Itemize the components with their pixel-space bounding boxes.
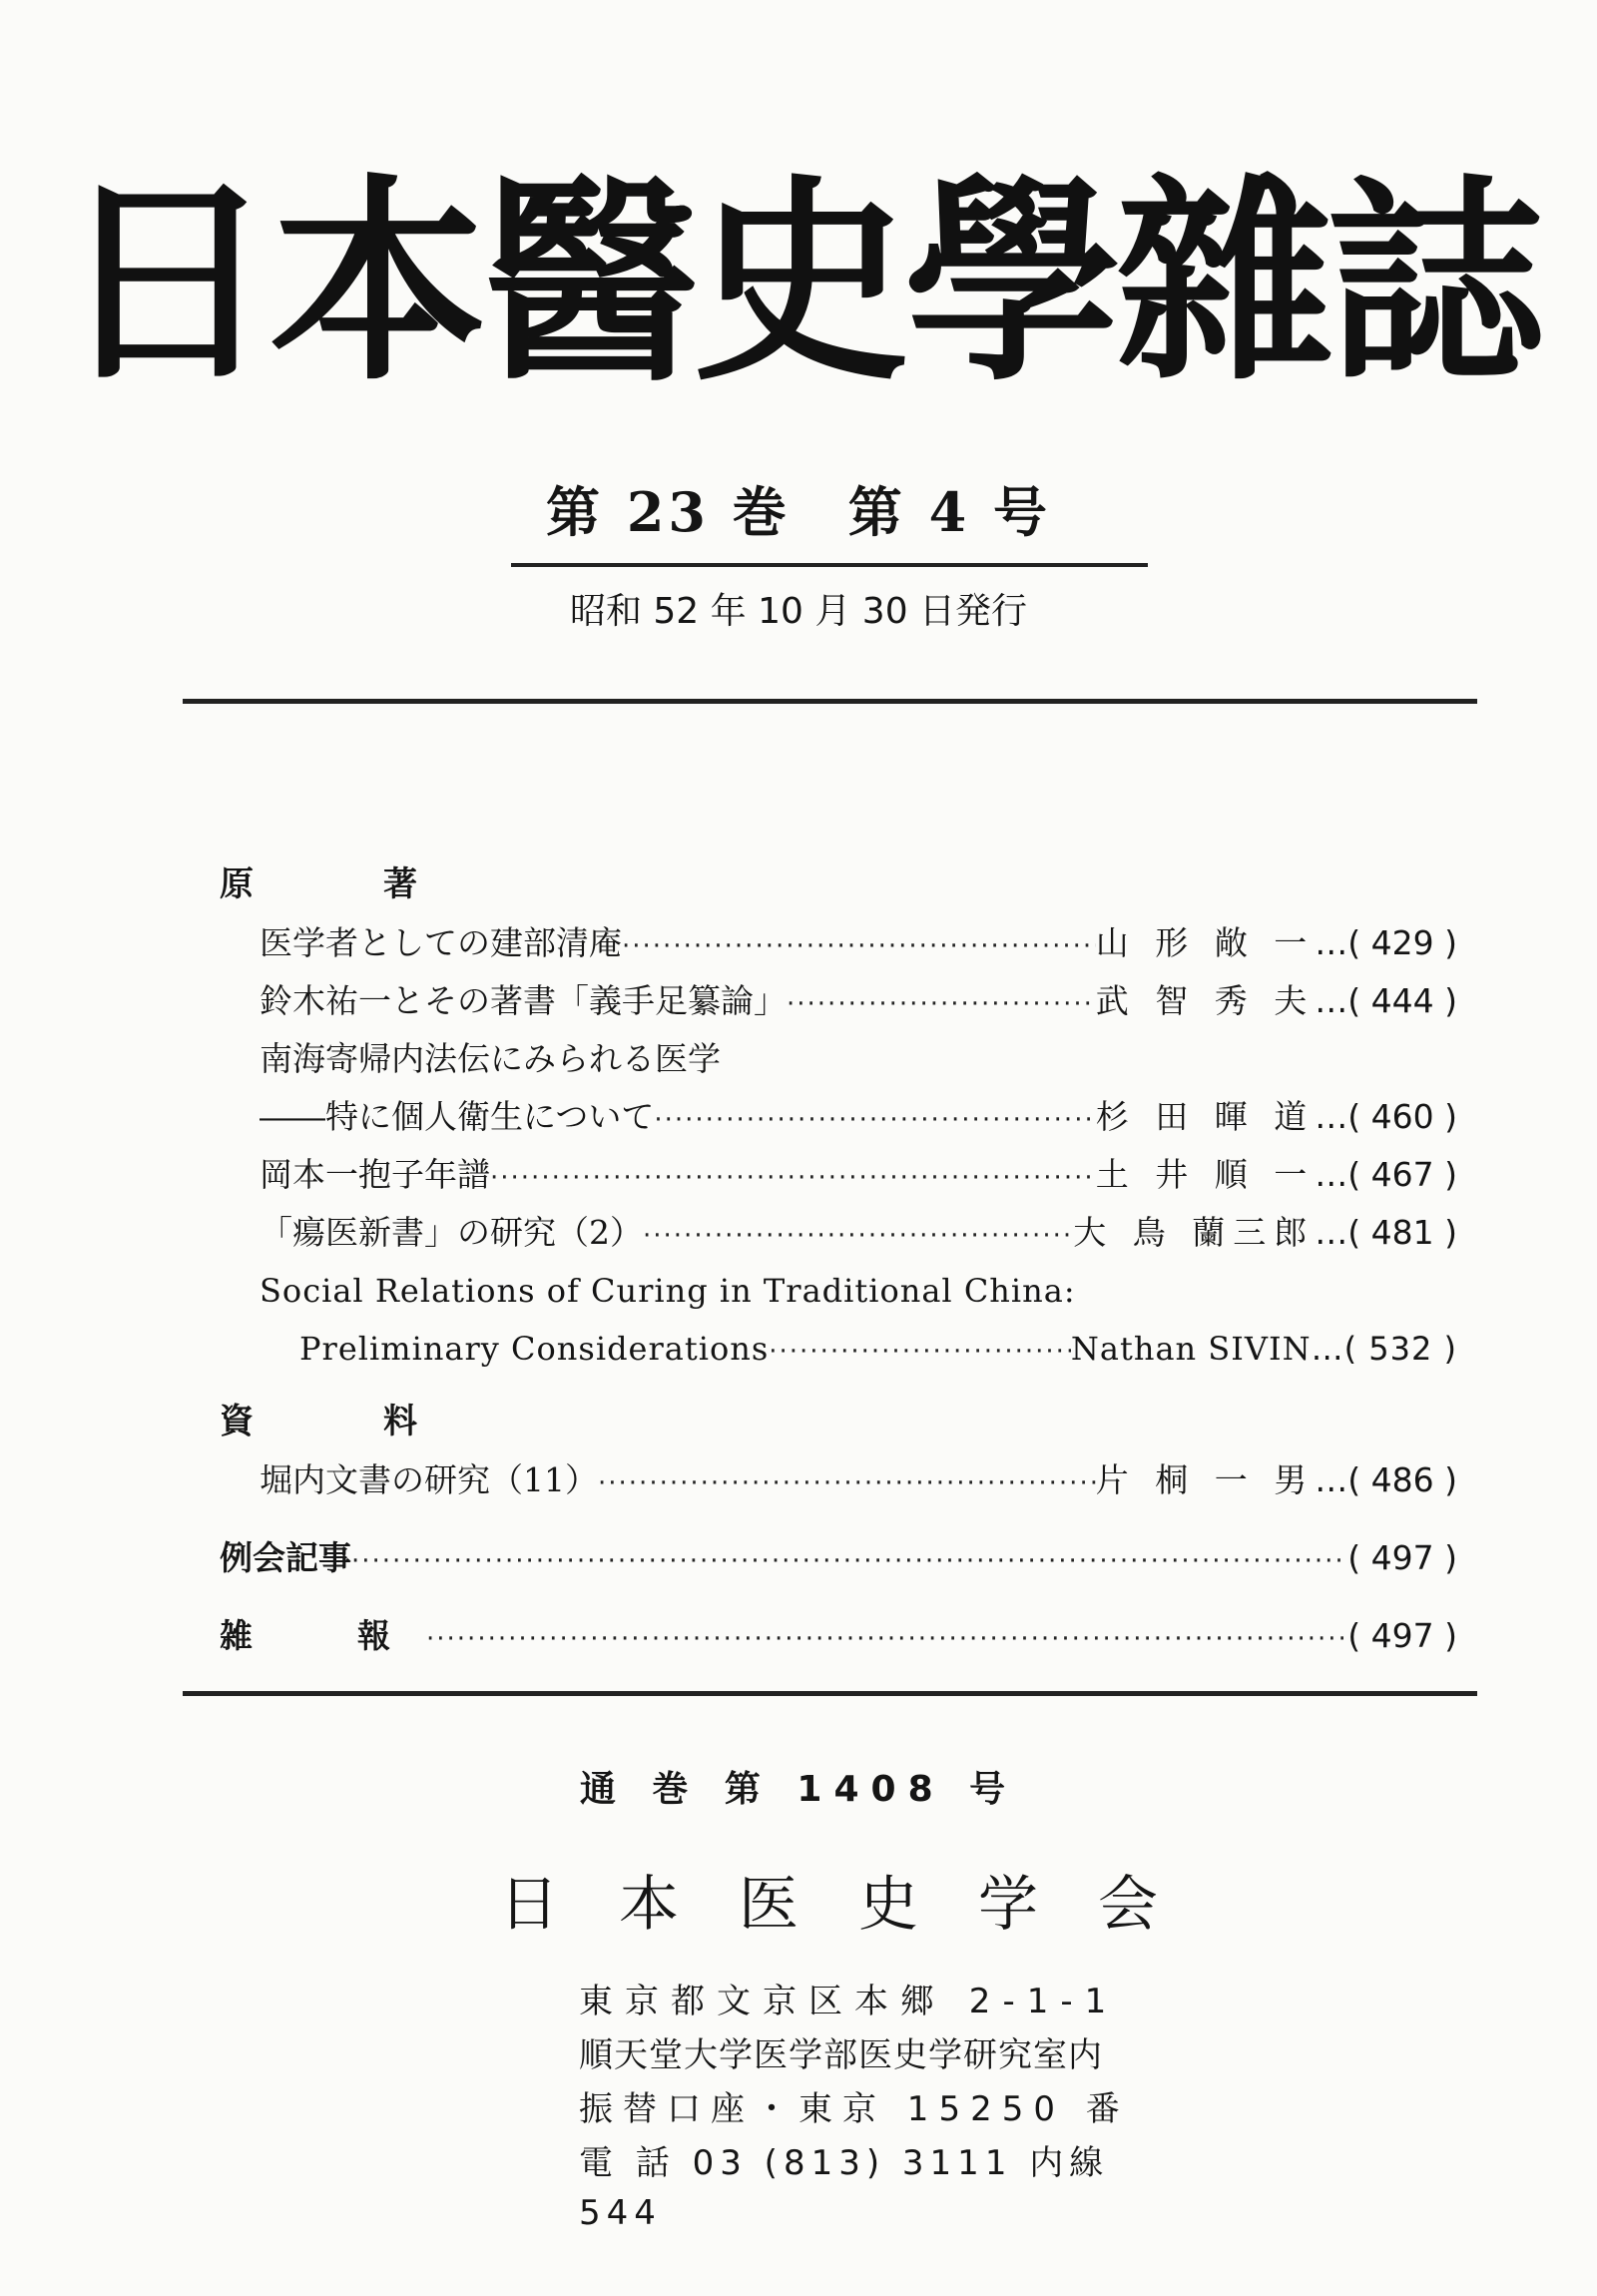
entry-title: 南海寄帰内法伝にみられる医学 (260, 1039, 721, 1078)
entry-title: 岡本一抱子年譜 (260, 1155, 490, 1194)
address-line: 順天堂大学医学部医史学研究室内 (579, 2035, 1103, 2075)
toc-entry-continuation[interactable] (220, 1320, 1457, 1378)
entry-page: …( 460 ) (1315, 1097, 1457, 1136)
entry-page: …( 429 ) (1315, 923, 1457, 962)
toc-entry[interactable] (220, 1204, 1457, 1262)
entry-page: …( 481 ) (1315, 1213, 1457, 1252)
toc-entry-title-line[interactable] (220, 1030, 1457, 1088)
entry-page: …( 532 ) (1311, 1330, 1457, 1368)
publication-date: 昭和 52 年 10 月 30 日発行 (569, 591, 1028, 632)
entry-page: ( 497 ) (1347, 1538, 1457, 1577)
section-heading-original-articles: 原 著 (220, 864, 465, 904)
entry-subtitle: Preliminary Considerations (299, 1330, 770, 1368)
cumulative-issue-number: 通 巻 第 1408 号 (579, 1769, 1018, 1810)
entry-title: 「瘍医新書」の研究（2） (260, 1213, 643, 1252)
leader-dots (643, 1207, 1073, 1265)
table-of-contents (220, 855, 1457, 1665)
toc-entry[interactable] (220, 1451, 1457, 1509)
leader-dots (598, 1454, 1096, 1512)
toc-entry[interactable] (220, 972, 1457, 1030)
entry-title: Social Relations of Curing in Traditional China: (260, 1272, 1076, 1310)
entry-title: 雑 報 (220, 1616, 426, 1655)
leader-dots (490, 1149, 1096, 1207)
entry-author: 杉 田 暉 道 (1095, 1097, 1316, 1136)
leader-dots (654, 1091, 1095, 1149)
toc-entry-news[interactable] (220, 1607, 1457, 1665)
section-heading-materials: 資 料 (220, 1402, 465, 1441)
leader-dots (787, 975, 1096, 1033)
entry-author: Nathan SIVIN (1070, 1330, 1312, 1368)
leader-dots (769, 1323, 1071, 1381)
volume-underline (511, 563, 1148, 567)
entry-author: 武 智 秀 夫 (1095, 981, 1316, 1020)
toc-entry-continuation[interactable] (220, 1088, 1457, 1146)
postal-transfer-account: 振替口座・東京 15250 番 (579, 2089, 1130, 2129)
entry-page: …( 486 ) (1315, 1460, 1457, 1499)
journal-title: 日本醫史學雜誌 (58, 158, 1539, 410)
entry-author: 山 形 敞 一 (1095, 923, 1316, 962)
leader-dots (351, 1532, 1347, 1590)
entry-subtitle: ――特に個人衛生について (260, 1097, 655, 1136)
volume-issue: 第 23 巻 第 4 号 (546, 480, 1051, 544)
toc-entry-title-line[interactable] (220, 1262, 1457, 1320)
entry-title: 鈴木祐一とその著書「義手足纂論」 (260, 981, 787, 1020)
toc-entry[interactable] (220, 914, 1457, 972)
bottom-divider (183, 1691, 1477, 1696)
address-line: 東京都文京区本郷 2-1-1 (579, 1982, 1119, 2021)
entry-page: ( 497 ) (1347, 1616, 1457, 1655)
entry-title: 例会記事 (220, 1538, 351, 1577)
leader-dots (426, 1610, 1347, 1668)
entry-title: 堀内文書の研究（11） (260, 1460, 598, 1499)
leader-dots (622, 917, 1096, 975)
top-divider (183, 699, 1477, 704)
entry-author: 土 井 順 一 (1095, 1155, 1316, 1194)
entry-page: …( 467 ) (1315, 1155, 1457, 1194)
toc-entry[interactable] (220, 1146, 1457, 1204)
entry-title: 医学者としての建部清庵 (260, 923, 622, 962)
toc-entry-meeting-reports[interactable] (220, 1529, 1457, 1587)
entry-author: 大 鳥 蘭三郎 (1073, 1213, 1316, 1252)
society-name: 日本医史学会 (499, 1870, 1218, 1940)
entry-author: 片 桐 一 男 (1095, 1460, 1316, 1499)
telephone: 電 話 03 (813) 3111 内線 544 (579, 2143, 1110, 2233)
entry-page: …( 444 ) (1315, 981, 1457, 1020)
